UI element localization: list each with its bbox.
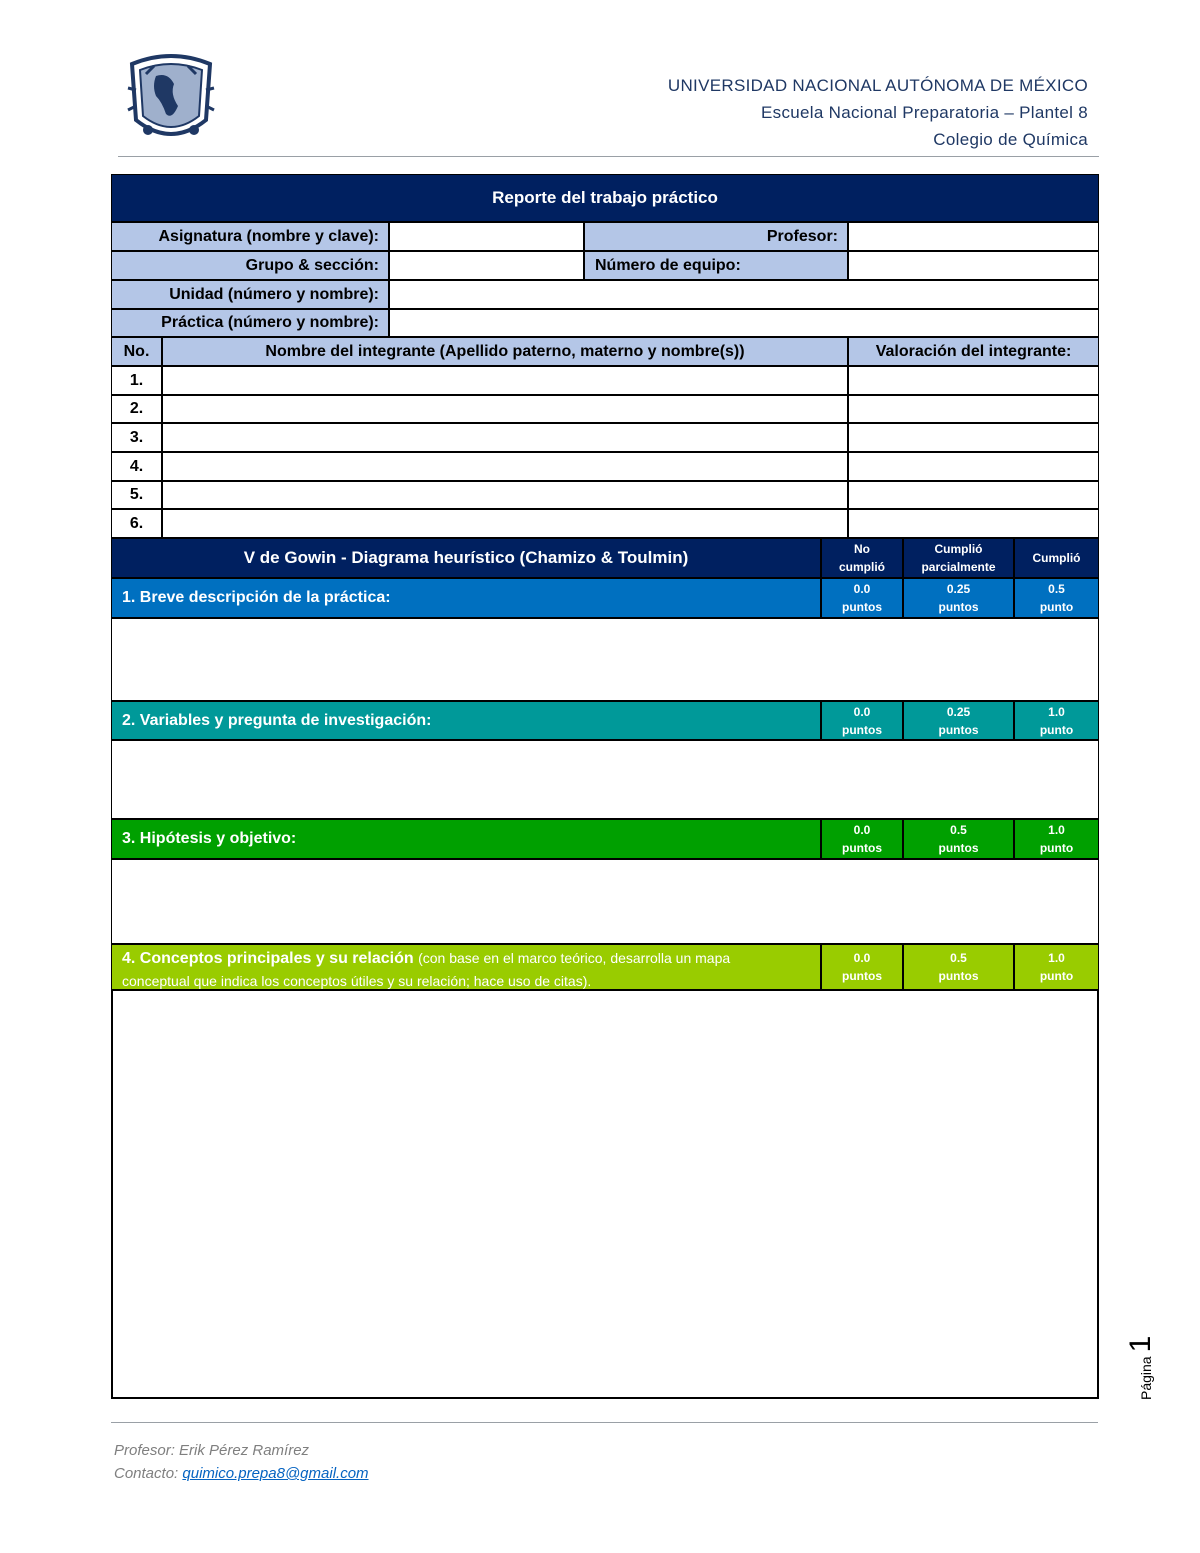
member-row-number: 4. xyxy=(111,452,162,481)
score-unit: punto xyxy=(1039,969,1074,983)
score-unit: punto xyxy=(1039,841,1074,855)
grupo-field[interactable] xyxy=(389,251,584,280)
section-1-score-yes[interactable] xyxy=(1014,578,1099,618)
score-value: 0.0 xyxy=(853,951,871,965)
score-unit: puntos xyxy=(938,841,979,855)
member-rating-field[interactable] xyxy=(848,395,1099,423)
members-rating-header: Valoración del integrante: xyxy=(848,337,1099,366)
section-4-subtitle-b: conceptual que indica los conceptos útiles y su relación; hace uso de citas). xyxy=(122,973,592,989)
page-word: Página xyxy=(1138,1356,1154,1400)
equipo-field[interactable] xyxy=(848,251,1099,280)
member-row-number: 6. xyxy=(111,509,162,538)
member-name-field[interactable] xyxy=(162,423,848,452)
asignatura-field[interactable] xyxy=(389,222,584,251)
member-name-field[interactable] xyxy=(162,366,848,395)
member-rating-field[interactable] xyxy=(848,509,1099,538)
practica-label: Práctica (número y nombre): xyxy=(111,309,389,337)
col-cumplio-parcial-line1: Cumplió xyxy=(934,542,983,556)
col-cumplio-parcial-line2: parcialmente xyxy=(921,560,996,574)
section-2-score-yes[interactable] xyxy=(1014,701,1099,740)
header-divider xyxy=(118,156,1099,157)
member-name-field[interactable] xyxy=(162,452,848,481)
member-row-number: 5. xyxy=(111,481,162,509)
member-row-number: 1. xyxy=(111,366,162,395)
section-3-answer-area[interactable] xyxy=(111,859,1099,944)
profesor-field[interactable] xyxy=(848,222,1099,251)
member-rating-field[interactable] xyxy=(848,366,1099,395)
college-name: Colegio de Química xyxy=(933,130,1088,149)
section-4-score-partial[interactable] xyxy=(903,944,1014,990)
school-name: Escuela Nacional Preparatoria – Plantel 8 xyxy=(761,103,1088,122)
practica-field[interactable] xyxy=(389,309,1099,337)
col-cumplio-label: Cumplió xyxy=(1032,551,1081,565)
col-no-cumplio-line1: No xyxy=(854,542,870,556)
member-rating-field[interactable] xyxy=(848,481,1099,509)
score-value: 1.0 xyxy=(1048,951,1065,965)
score-value: 0.5 xyxy=(1048,582,1065,596)
section-4-heading: 4. Conceptos principales y su relación xyxy=(122,950,414,967)
section-3-score-no[interactable] xyxy=(821,819,903,859)
score-value: 0.25 xyxy=(946,582,971,596)
footer-contact-label: Contacto: xyxy=(114,1465,179,1482)
member-name-field[interactable] xyxy=(162,509,848,538)
asignatura-label: Asignatura (nombre y clave): xyxy=(111,222,389,251)
section-3-score-yes[interactable] xyxy=(1014,819,1099,859)
report-title: Reporte del trabajo práctico xyxy=(111,174,1099,222)
footer-contact xyxy=(114,1465,369,1482)
unidad-field[interactable] xyxy=(389,280,1099,309)
col-no-cumplio-line2: cumplió xyxy=(838,560,885,574)
page-number-value: 1 xyxy=(1124,1335,1157,1353)
footer-divider xyxy=(111,1422,1098,1423)
section-1-answer-area[interactable] xyxy=(111,618,1099,701)
section-1-score-partial[interactable] xyxy=(903,578,1014,618)
section-2-title: 2. Variables y pregunta de investigación: xyxy=(111,701,821,740)
score-unit: puntos xyxy=(842,969,882,983)
unam-logo xyxy=(126,50,216,146)
section-2-answer-area[interactable] xyxy=(111,740,1099,819)
member-rating-field[interactable] xyxy=(848,452,1099,481)
section-2-score-no[interactable] xyxy=(821,701,903,740)
section-1-score-no[interactable] xyxy=(821,578,903,618)
score-unit: puntos xyxy=(938,600,979,614)
member-row-number: 3. xyxy=(111,423,162,452)
score-value: 1.0 xyxy=(1048,823,1065,837)
section-4-title xyxy=(111,944,821,990)
score-unit: puntos xyxy=(842,600,882,614)
section-1-title: 1. Breve descripción de la práctica: xyxy=(111,578,821,618)
col-cumplio xyxy=(1014,538,1099,578)
section-4-subtitle-a: (con base en el marco teórico, desarrolla un mapa xyxy=(418,950,731,966)
unam-coat-of-arms-icon xyxy=(126,50,216,146)
col-no-cumplio xyxy=(821,538,903,578)
page-number xyxy=(1124,1335,1157,1400)
score-value: 0.0 xyxy=(853,582,871,596)
member-name-field[interactable] xyxy=(162,395,848,423)
footer-profesor: Profesor: Erik Pérez Ramírez xyxy=(114,1442,310,1459)
unidad-label: Unidad (número y nombre): xyxy=(111,280,389,309)
member-name-field[interactable] xyxy=(162,481,848,509)
score-unit: puntos xyxy=(842,841,882,855)
members-no-header: No. xyxy=(111,337,162,366)
score-unit: puntos xyxy=(938,722,979,737)
grupo-label: Grupo & sección: xyxy=(111,251,389,280)
score-value: 1.0 xyxy=(1048,704,1065,719)
footer-email-link[interactable]: quimico.prepa8@gmail.com xyxy=(182,1465,369,1482)
section-4-score-yes[interactable] xyxy=(1014,944,1099,990)
members-name-header: Nombre del integrante (Apellido paterno, materno y nombre(s)) xyxy=(162,337,848,366)
section-3-score-partial[interactable] xyxy=(903,819,1014,859)
score-value: 0.0 xyxy=(853,823,871,837)
member-row-number: 2. xyxy=(111,395,162,423)
score-unit: puntos xyxy=(938,969,979,983)
col-cumplio-parcial xyxy=(903,538,1014,578)
score-value: 0.0 xyxy=(853,704,871,719)
profesor-label: Profesor: xyxy=(584,222,848,251)
section-4-score-no[interactable] xyxy=(821,944,903,990)
score-value: 0.5 xyxy=(950,951,967,965)
equipo-label: Número de equipo: xyxy=(584,251,848,280)
score-value: 0.25 xyxy=(946,704,971,719)
section-2-score-partial[interactable] xyxy=(903,701,1014,740)
section-4-answer-area[interactable] xyxy=(111,990,1099,1399)
score-unit: punto xyxy=(1039,722,1074,737)
member-rating-field[interactable] xyxy=(848,423,1099,452)
institution-header xyxy=(668,72,1088,153)
score-value: 0.5 xyxy=(950,823,967,837)
university-name: UNIVERSIDAD NACIONAL AUTÓNOMA DE MÉXICO xyxy=(667,76,1088,95)
section-3-title: 3. Hipótesis y objetivo: xyxy=(111,819,821,859)
score-unit: punto xyxy=(1039,600,1074,614)
score-unit: puntos xyxy=(842,722,882,737)
gowin-title: V de Gowin - Diagrama heurístico (Chamizo & Toulmin) xyxy=(111,538,821,578)
